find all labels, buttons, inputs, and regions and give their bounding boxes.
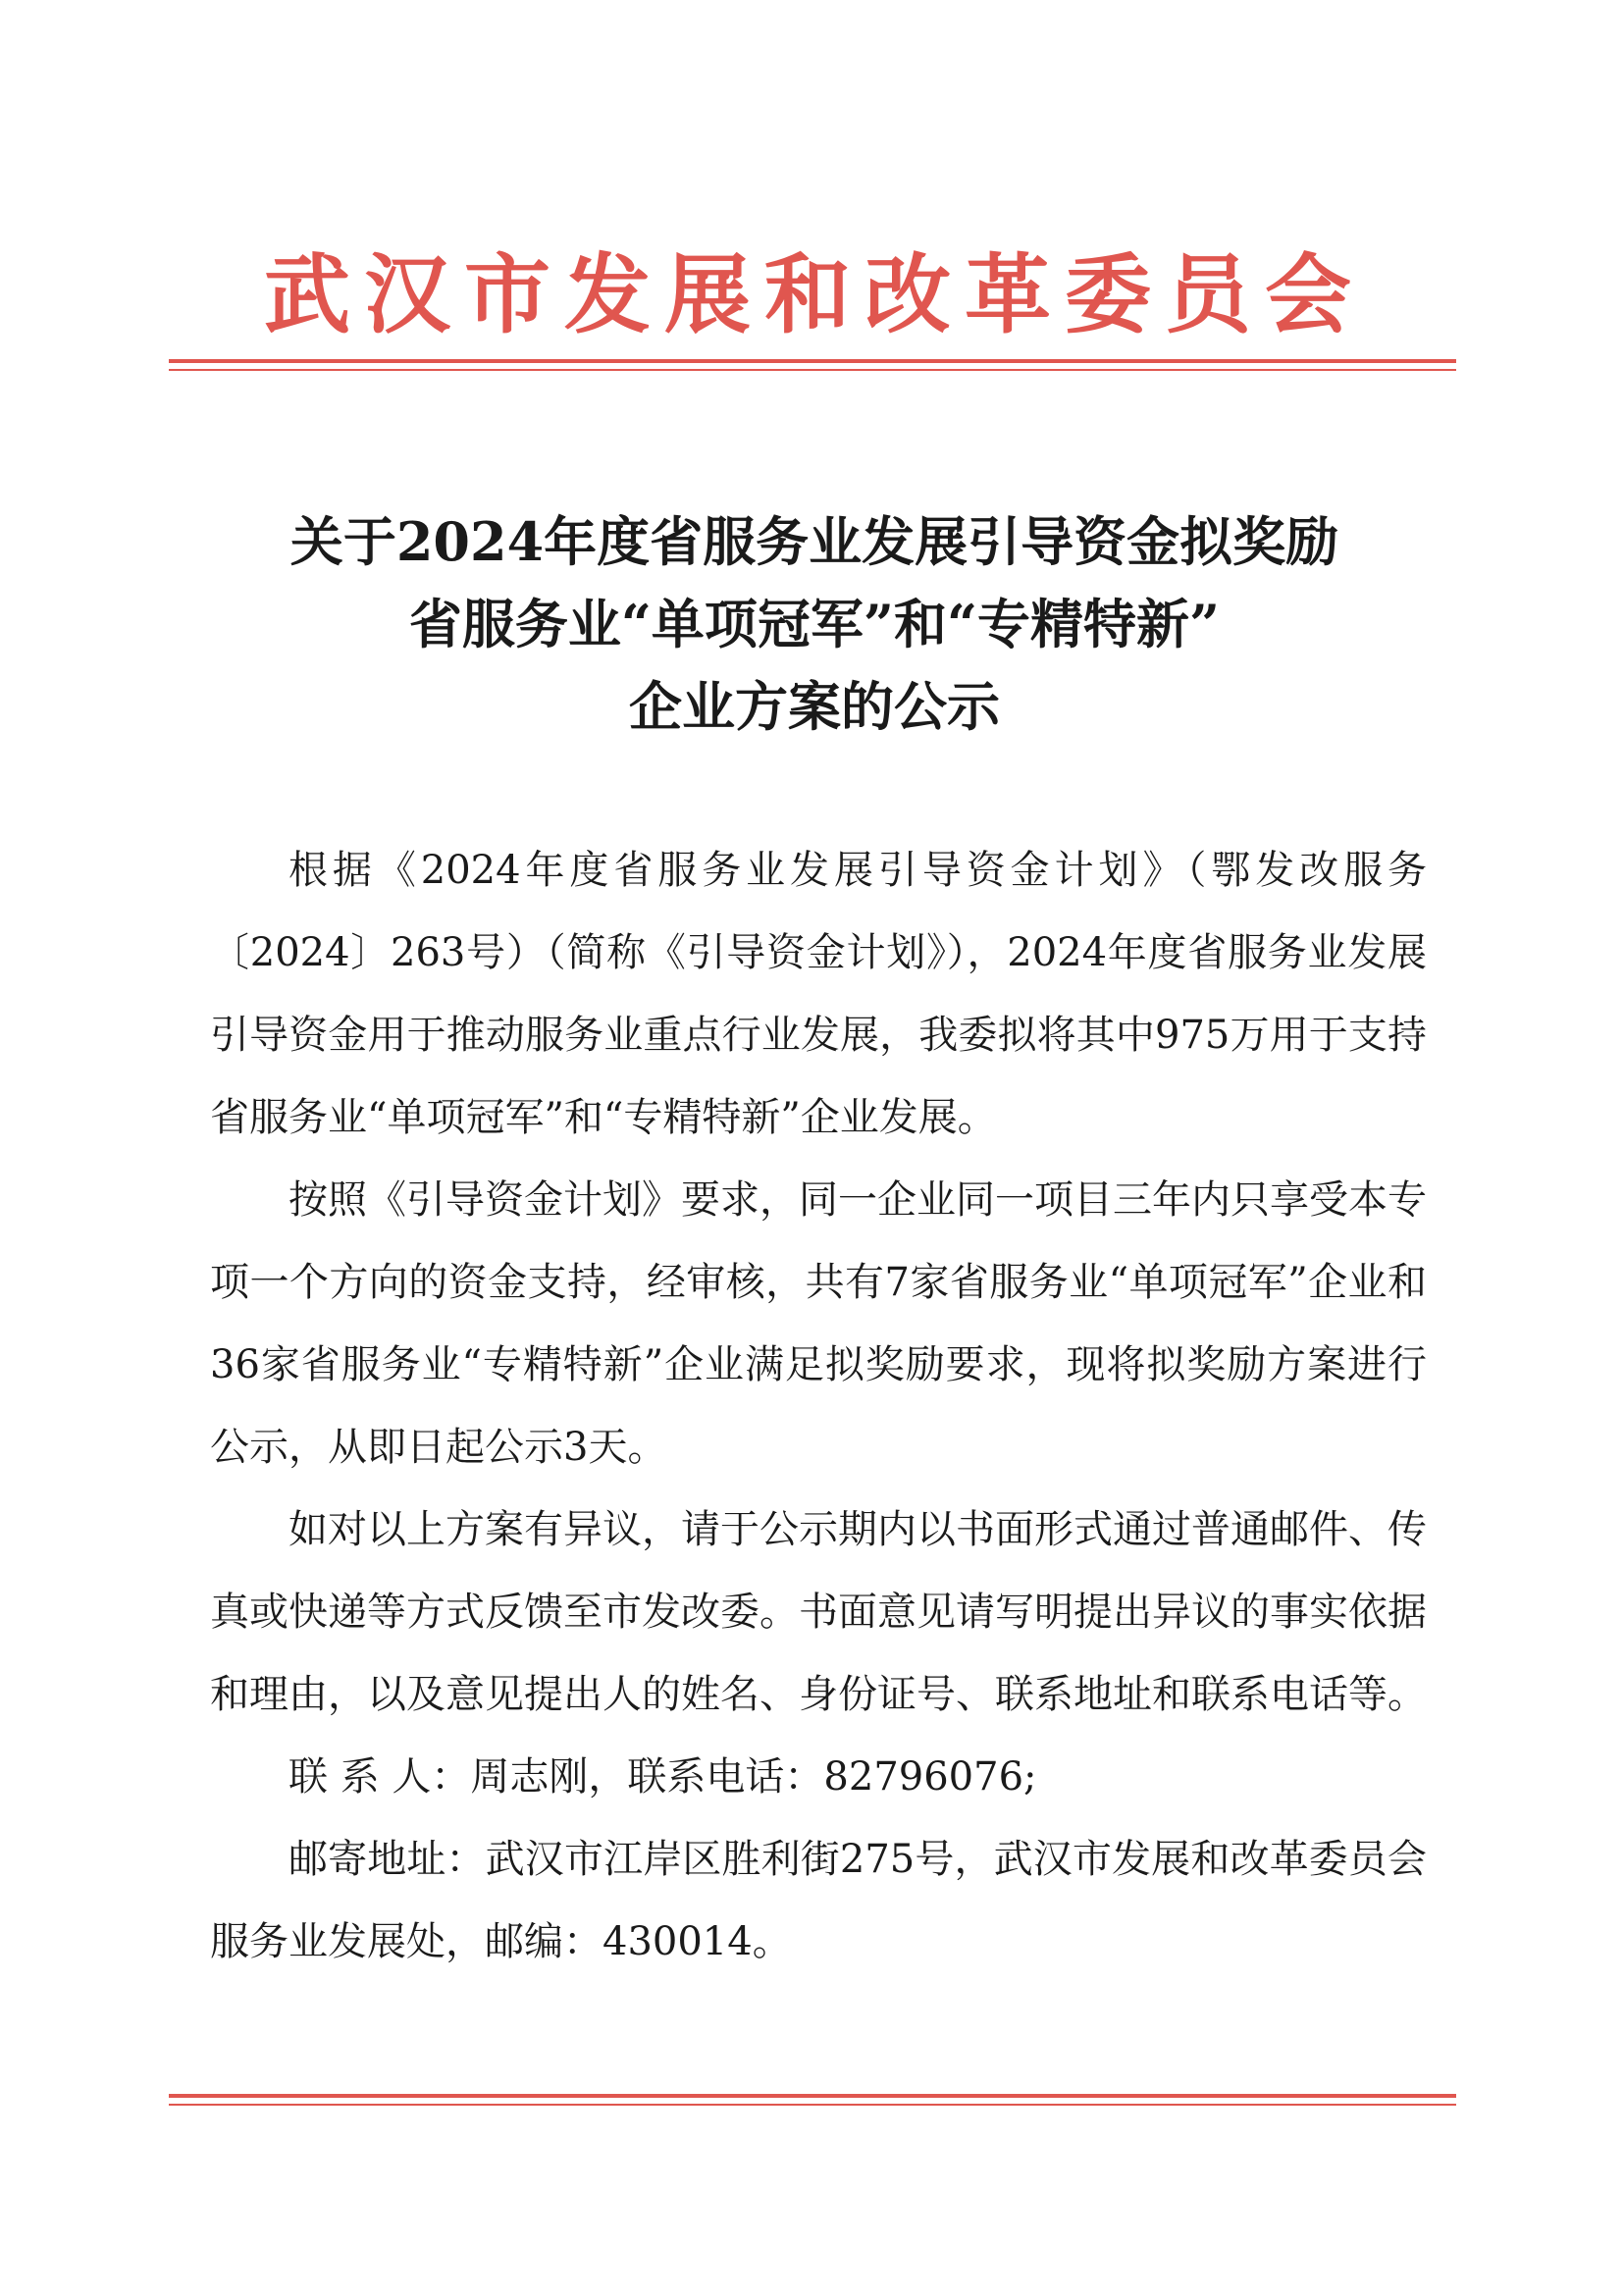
footer-rule-thick <box>169 2094 1456 2098</box>
body-paragraph-2: 按照《引导资金计划》要求，同一企业同一项目三年内只享受本专项一个方向的资金支持，经审核，共有7家省服务业“单项冠军”企业和36家省服务业“专精特新”企业满足拟奖励要求，现将拟奖励方案进行公示，从即日起公示3天。 <box>210 1177 1427 1470</box>
masthead-org-name: 武汉市发展和改革委员会 <box>263 243 1365 345</box>
address-line: 邮寄地址：武汉市江岸区胜利街275号，武汉市发展和改革委员会服务业发展处，邮编：430014。 <box>210 1837 1427 1964</box>
body-paragraph-3: 如对以上方案有异议，请于公示期内以书面形式通过普通邮件、传真或快递等方式反馈至市发改委。书面意见请写明提出异议的事实依据和理由，以及意见提出人的姓名、身份证号、联系地址和联系电话等。 <box>210 1507 1427 1717</box>
title-line-3: 企业方案的公示 <box>629 675 1000 738</box>
masthead-rule-thin <box>169 369 1456 371</box>
body-paragraph-1: 根据《2024年度省服务业发展引导资金计划》（鄂发改服务〔2024〕263号）（简称《引导资金计划》），2024年度省服务业发展引导资金用于推动服务业重点行业发展，我委拟将其中975万用于支持省服务业“单项冠军”和“专精特新”企业发展。 <box>210 848 1427 1140</box>
title-line-1: 关于2024年度省服务业发展引导资金拟奖励 <box>289 510 1339 573</box>
document-title <box>167 500 1462 748</box>
footer-rule-thin <box>169 2104 1456 2106</box>
masthead-rule-thick <box>169 359 1456 363</box>
contact-line: 联 系 人：周志刚，联系电话：82796076; <box>288 1754 1037 1800</box>
title-line-2: 省服务业“单项冠军”和“专精特新” <box>408 593 1221 655</box>
document-body <box>210 829 1427 1983</box>
